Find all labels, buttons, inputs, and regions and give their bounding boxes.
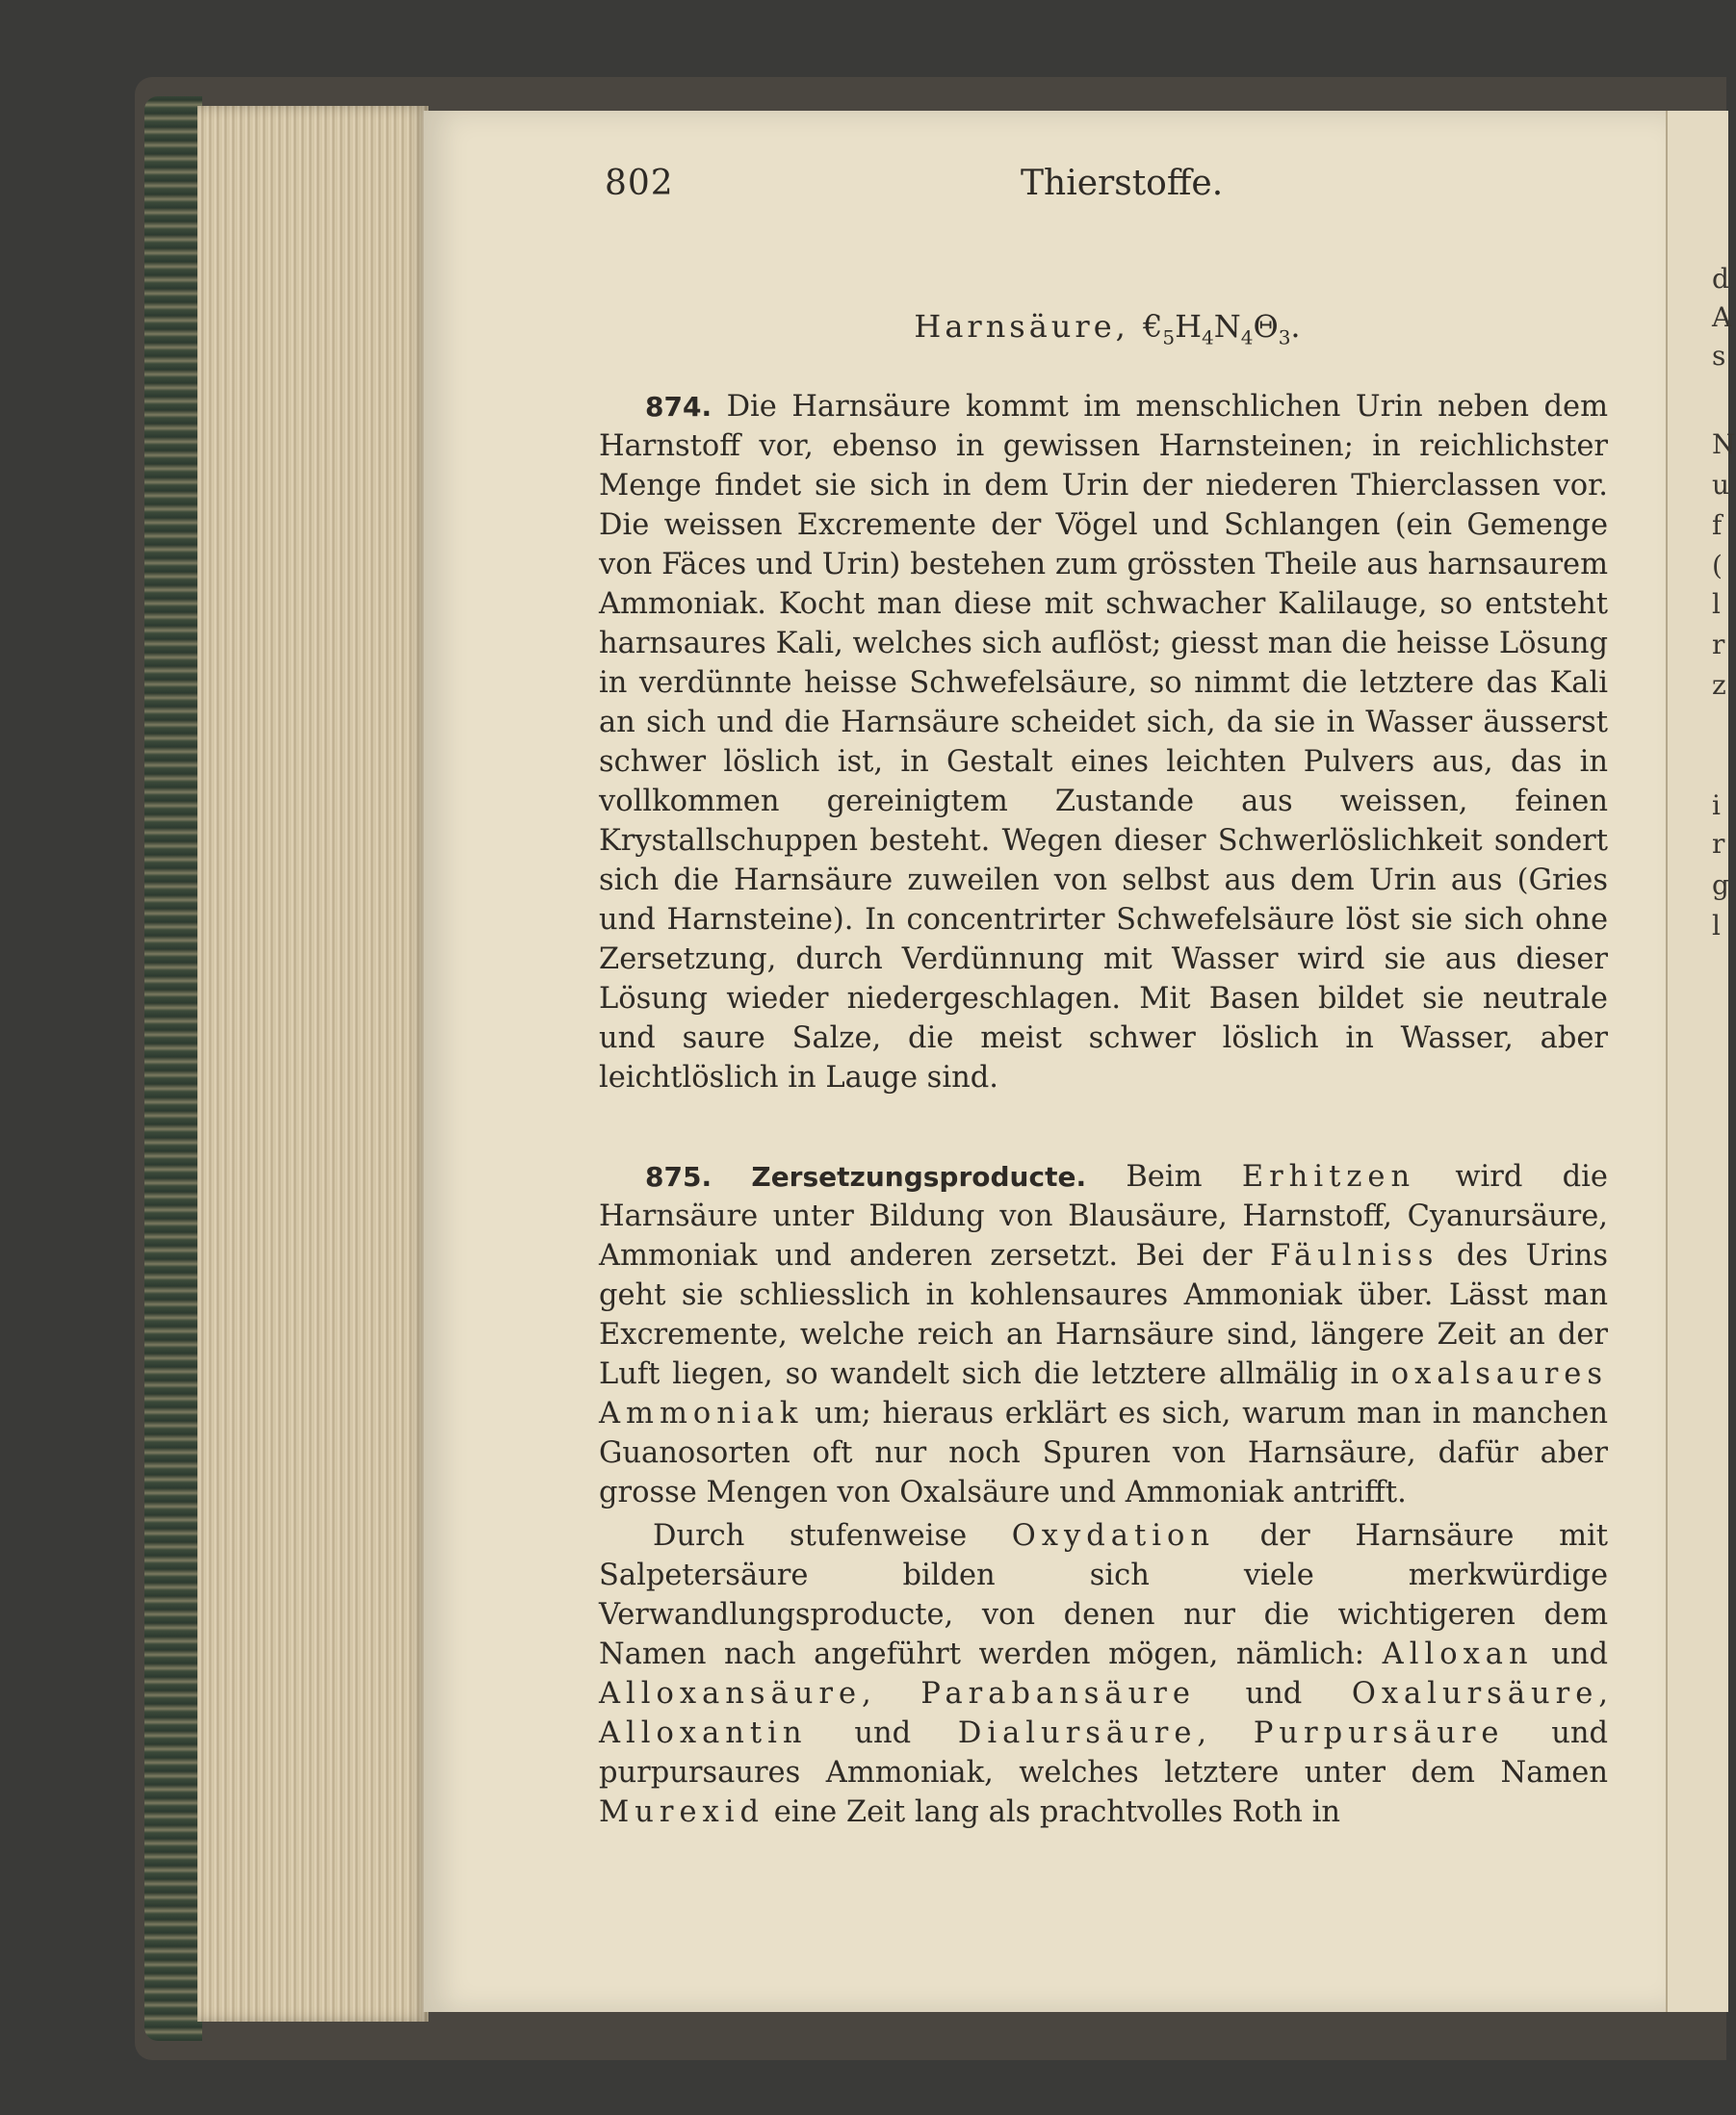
- paragraph-number: 874.: [645, 391, 713, 423]
- paragraph-874: [599, 387, 1608, 1097]
- right-fragment: s: [1712, 340, 1726, 372]
- right-fragment: l: [1712, 910, 1721, 941]
- page-number: 802: [605, 164, 674, 203]
- right-fragment: z: [1712, 669, 1726, 701]
- right-fragment: u: [1712, 469, 1730, 501]
- right-fragment: d: [1712, 263, 1729, 295]
- right-page-edge: [1666, 111, 1736, 2012]
- right-fragment: r: [1712, 629, 1725, 660]
- emphasis-term: Murexid: [599, 1795, 764, 1829]
- page-header: [605, 164, 1259, 221]
- emphasis-term: Oxalursäure: [1351, 1677, 1599, 1711]
- text-run: und: [1245, 1677, 1303, 1711]
- chemical-formula: [1142, 308, 1301, 349]
- running-title: Thierstoffe.: [1021, 164, 1224, 203]
- emphasis-term: Purpursäure: [1253, 1716, 1505, 1750]
- formula-c-sub: 5: [1162, 325, 1176, 349]
- right-fragment: A: [1712, 301, 1732, 333]
- text-run: um; hieraus erklärt es sich, warum man in manchen Guanosorten oft nur noch Spuren von Harnsäure, dafür aber grosse Mengen von Oxalsäure und Ammoniak antrifft.: [599, 1397, 1608, 1509]
- text-run: und: [854, 1716, 912, 1750]
- formula-c: €: [1142, 308, 1163, 345]
- text-run: Durch stufenweise: [653, 1519, 968, 1553]
- formula-h-sub: 4: [1201, 325, 1214, 349]
- formula-n-sub: 4: [1240, 325, 1254, 349]
- formula-end: .: [1290, 308, 1301, 345]
- paragraph-875: [599, 1157, 1608, 1512]
- paragraph-title: Zersetzungsproducte.: [751, 1161, 1087, 1193]
- page-edges: [197, 106, 428, 2022]
- emphasis-term: Erhitzen: [1241, 1160, 1416, 1194]
- text-run: eine Zeit lang als prachtvolles Roth in: [773, 1795, 1341, 1829]
- right-fragment: g: [1712, 869, 1729, 901]
- formula-o: Θ: [1253, 308, 1279, 345]
- text-run: des Urins geht sie schliesslich in kohlensaures Ammoniak über. Lässt man Excremente, welche reich an Harnsäure sind, längere Zeit an der Luft liegen, so wandelt sich die letztere allmälig in: [599, 1239, 1608, 1391]
- text-run: der Harnsäure mit Salpetersäure bilden sich viele merkwürdige Verwandlungsproducte, von denen nur die wichtigeren dem Namen nach angeführt werden mögen, nämlich:: [599, 1519, 1609, 1671]
- right-fragment: (: [1712, 550, 1723, 581]
- emphasis-term: Parabansäure: [920, 1677, 1196, 1711]
- emphasis-term: Alloxantin: [599, 1716, 808, 1750]
- formula-h: H: [1175, 308, 1202, 345]
- paragraph-876: [599, 1516, 1608, 1832]
- paragraph-number: 875.: [645, 1161, 713, 1193]
- text-run: und: [1551, 1638, 1608, 1671]
- emphasis-term: Oxydation: [1011, 1519, 1215, 1553]
- text-run: wird die Harnsäure unter Bildung von Blausäure, Harnstoff, Cyanursäure, Ammoniak und anderen zersetzt. Bei der: [599, 1160, 1608, 1273]
- heading-name: Harnsäure,: [914, 308, 1129, 345]
- text-run: und purpursaures Ammoniak, welches letztere unter dem Namen: [599, 1716, 1609, 1790]
- text-run: Beim: [1126, 1160, 1203, 1194]
- text-run: ,: [1197, 1716, 1207, 1750]
- emphasis-term: Alloxan: [1382, 1638, 1534, 1671]
- section-heading: [597, 308, 1618, 348]
- book-spine: [144, 96, 202, 2041]
- emphasis-term: Alloxansäure: [599, 1677, 863, 1711]
- right-fragment: f: [1712, 509, 1723, 541]
- emphasis-term: Fäulniss: [1269, 1239, 1439, 1273]
- right-fragment: N: [1712, 428, 1736, 460]
- right-fragment: r: [1712, 828, 1725, 860]
- paragraph-text: Die Harnsäure kommt im menschlichen Urin neben dem Harnstoff vor, ebenso in gewissen Harnsteinen; in reichlichster Menge findet sie sich in dem Urin der niederen Thierclassen vor. Die weissen Excremente der Vögel und Schlangen (ein Gemenge von Fäces und Urin) bestehen zum grössten Theile aus harnsaurem Ammoniak. Kocht man diese mit schwacher Kalilauge, so entsteht harnsaures Kali, welches sich auflöst; giesst man die heisse Lösung in verdünnte heisse Schwefelsäure, so nimmt die letztere das Kali an sich und die Harnsäure scheidet sich, da sie in Wasser äusserst schwer löslich ist, in Gestalt eines leichten Pulvers aus, das in vollkommen gereinigtem Zustande aus weissen, feinen Krystallschuppen besteht. Wegen dieser Schwerlöslichkeit sondert sich die Harnsäure zuweilen von selbst aus dem Urin aus (Gries und Harnsteine). In concentrirter Schwefelsäure löst sie sich ohne Zersetzung, durch Verdünnung mit Wasser wird sie aus dieser Lösung wieder niedergeschlagen. Mit Basen bildet sie neutrale und saure Salze, die meist schwer löslich in Wasser, aber leichtlöslich in Lauge sind.: [599, 390, 1608, 1095]
- right-fragment: i: [1712, 789, 1721, 821]
- emphasis-term: oxalsaures Ammoniak: [599, 1357, 1608, 1431]
- text-run: ,: [1598, 1677, 1608, 1711]
- right-fragment: l: [1712, 588, 1721, 620]
- formula-n: N: [1213, 308, 1241, 345]
- formula-o-sub: 3: [1278, 325, 1291, 349]
- text-run: ,: [862, 1677, 871, 1711]
- emphasis-term: Dialursäure: [957, 1716, 1198, 1750]
